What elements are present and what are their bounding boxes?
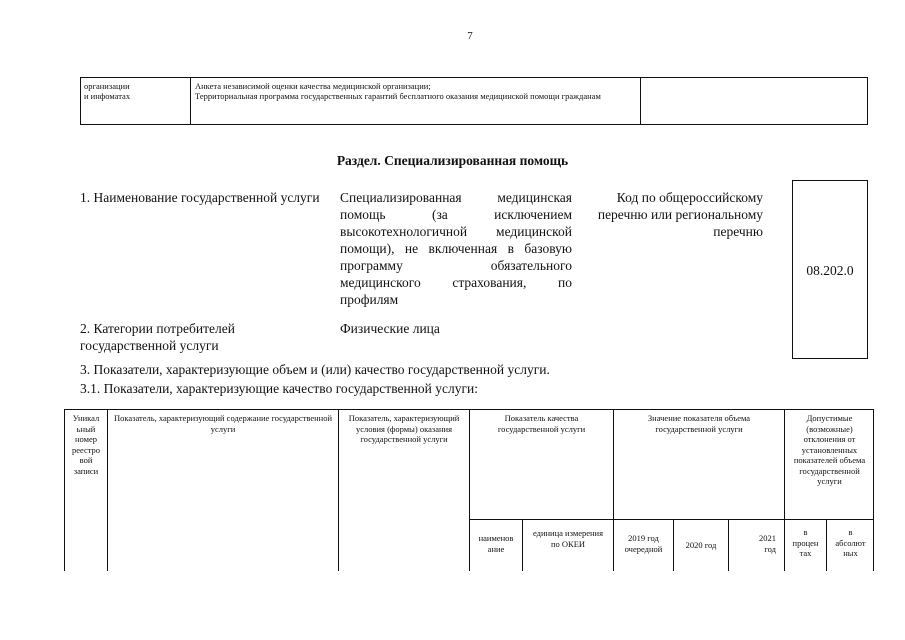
consumers-value: Физические лица bbox=[340, 321, 440, 336]
code-label: Код по общероссийскому перечню или региональному перечню bbox=[597, 190, 763, 239]
quality-table bbox=[64, 409, 874, 571]
header-content-indicator: Показатель, характеризующий содержание государственной услуги bbox=[107, 409, 338, 571]
subheader-year-2021: 2021 год bbox=[728, 519, 784, 571]
service-name-line: программу обязательного bbox=[340, 258, 572, 273]
continuation-cell-info-channel: организации и инфоматах bbox=[81, 78, 191, 124]
subheader-name: наименов ание bbox=[469, 519, 522, 571]
continuation-cell-frequency bbox=[641, 78, 867, 124]
header-unique-number: Уникал ьный номер реестро вой записи bbox=[64, 409, 107, 571]
page-number: 7 bbox=[467, 30, 473, 42]
service-name-label: 1. Наименование государственной услуги bbox=[80, 190, 320, 205]
consumers-label: 2. Категории потребителей государственной услуги bbox=[80, 321, 235, 353]
indicators-heading: 3. Показатели, характеризующие объем и (или) качество государственной услуги. bbox=[80, 362, 550, 377]
service-name-line: помощи), не включенная в базовую bbox=[340, 241, 572, 256]
service-name-value bbox=[340, 189, 572, 308]
service-name-line: Специализированная медицинская bbox=[340, 190, 572, 205]
service-name-line: профилям bbox=[340, 292, 399, 307]
subheader-year-2019: 2019 год очередной bbox=[613, 519, 673, 571]
service-name-line: высокотехнологичной медицинской bbox=[340, 224, 572, 239]
header-condition-indicator: Показатель, характеризующий условия (формы) оказания государственной услуги bbox=[338, 409, 469, 571]
service-name-line: медицинского страхования, по bbox=[340, 275, 572, 290]
subheader-absolute: в абсолют ных bbox=[826, 519, 874, 571]
quality-heading: 3.1. Показатели, характеризующие качество государственной услуги: bbox=[80, 381, 479, 396]
subheader-year-2020: 2020 год bbox=[673, 519, 728, 571]
section-title: Раздел. Специализированная помощь bbox=[336, 153, 569, 168]
continuation-table bbox=[80, 77, 868, 125]
header-allowed-deviation: Допустимые (возможные) отклонения от установленных показателей объема государственной услуги bbox=[784, 409, 874, 519]
code-box bbox=[792, 180, 868, 359]
code-value: 08.202.0 bbox=[806, 263, 854, 278]
header-volume-value: Значение показателя объема государственной услуги bbox=[613, 409, 784, 519]
table-right-border bbox=[873, 409, 874, 571]
subheader-unit: единица измерения по ОКЕИ bbox=[522, 519, 613, 571]
continuation-cell-info-content: Анкета независимой оценки качества медицинской организации; Территориальная программа государственных гарантий бесплатного оказания медицинской помощи гражданам bbox=[191, 78, 641, 124]
subheader-percent: в процен тах bbox=[784, 519, 826, 571]
service-name-line: помощь (за исключением bbox=[340, 207, 572, 222]
header-quality-indicator: Показатель качества государственной услуги bbox=[469, 409, 613, 519]
